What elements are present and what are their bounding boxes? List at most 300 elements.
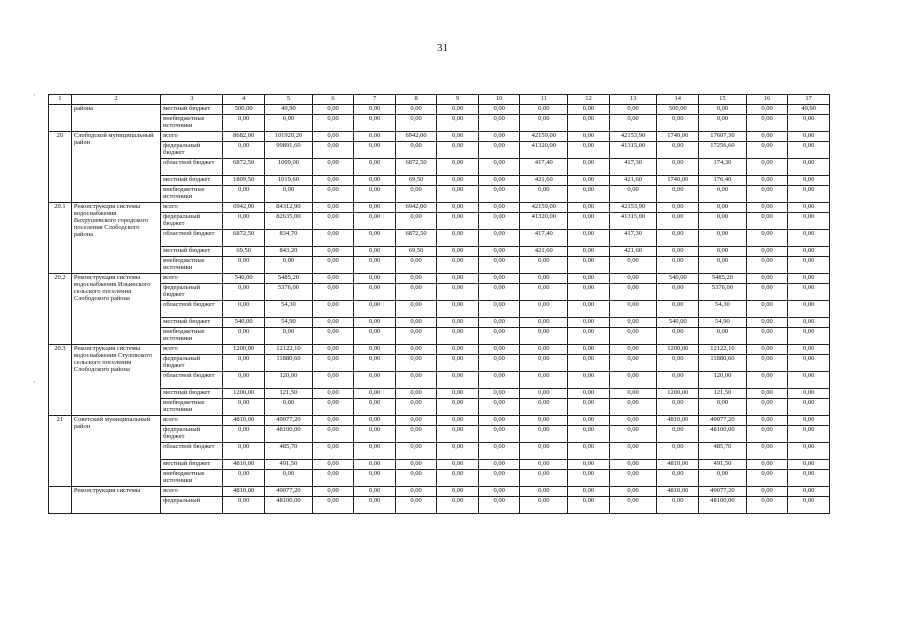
value-cell: 0,00: [312, 274, 354, 284]
value-cell: 421,60: [520, 247, 568, 257]
value-cell: 0,00: [478, 389, 520, 399]
value-cell: 0,00: [788, 345, 830, 355]
table-row: [49, 355, 830, 372]
value-cell: 0,00: [437, 460, 479, 470]
funding-source: местный бюджет: [161, 176, 223, 186]
value-cell: 0,00: [354, 274, 396, 284]
value-cell: 41320,00: [520, 142, 568, 159]
value-cell: 0,00: [478, 487, 520, 497]
value-cell: 0,00: [223, 426, 265, 443]
value-cell: 0,00: [609, 470, 657, 487]
value-cell: 0,00: [609, 372, 657, 389]
value-cell: 0,00: [657, 443, 699, 460]
value-cell: 0,00: [568, 142, 610, 159]
value-cell: 0,00: [746, 186, 788, 203]
value-cell: 500,00: [657, 105, 699, 115]
value-cell: 0,00: [699, 257, 747, 274]
table-row: [49, 159, 830, 176]
value-cell: 0,00: [746, 176, 788, 186]
value-cell: 0,00: [354, 159, 396, 176]
value-cell: 0,00: [437, 274, 479, 284]
table-row: [49, 426, 830, 443]
header-cell: 9: [437, 95, 479, 105]
value-cell: 0,00: [657, 247, 699, 257]
funding-source: всего: [161, 345, 223, 355]
value-cell: 0,00: [437, 443, 479, 460]
value-cell: 0,00: [395, 470, 437, 487]
value-cell: 0,00: [478, 426, 520, 443]
value-cell: 0,00: [354, 487, 396, 497]
value-cell: 48100,00: [699, 497, 747, 514]
table-row: [49, 203, 830, 213]
value-cell: 0,00: [354, 301, 396, 318]
header-cell: 15: [699, 95, 747, 105]
item-name: Слободской муниципальный район: [71, 132, 160, 203]
value-cell: 54,30: [265, 301, 313, 318]
value-cell: 11880,60: [699, 355, 747, 372]
value-cell: 0,00: [520, 497, 568, 514]
value-cell: 0,00: [395, 460, 437, 470]
value-cell: 0,00: [609, 345, 657, 355]
value-cell: 99891,60: [265, 142, 313, 159]
value-cell: 0,00: [568, 213, 610, 230]
value-cell: 0,00: [312, 389, 354, 399]
value-cell: 0,00: [395, 274, 437, 284]
item-number: 21: [49, 416, 72, 487]
value-cell: 0,00: [657, 203, 699, 213]
value-cell: 11880,60: [265, 355, 313, 372]
item-number: [49, 487, 72, 514]
value-cell: 485,70: [699, 443, 747, 460]
value-cell: 0,00: [354, 186, 396, 203]
funding-source: внебюджетные источники: [161, 115, 223, 132]
value-cell: 0,00: [657, 328, 699, 345]
value-cell: 69,50: [395, 247, 437, 257]
value-cell: 0,00: [312, 443, 354, 460]
header-cell: 1: [49, 95, 72, 105]
value-cell: 0,00: [788, 399, 830, 416]
value-cell: 0,00: [520, 372, 568, 389]
funding-source: федеральный бюджет: [161, 355, 223, 372]
value-cell: 0,00: [312, 345, 354, 355]
value-cell: 0,00: [478, 372, 520, 389]
value-cell: 0,00: [788, 176, 830, 186]
value-cell: 0,00: [354, 345, 396, 355]
table-row: [49, 105, 830, 115]
value-cell: 0,00: [568, 355, 610, 372]
funding-source: областной бюджет: [161, 230, 223, 247]
value-cell: 0,00: [788, 470, 830, 487]
value-cell: 0,00: [395, 345, 437, 355]
value-cell: 0,00: [568, 460, 610, 470]
value-cell: 0,00: [568, 230, 610, 247]
value-cell: 0,00: [746, 345, 788, 355]
value-cell: 0,00: [788, 247, 830, 257]
value-cell: 0,00: [520, 105, 568, 115]
value-cell: 54,90: [265, 318, 313, 328]
value-cell: 0,00: [609, 355, 657, 372]
value-cell: 0,00: [657, 426, 699, 443]
value-cell: 0,00: [223, 328, 265, 345]
value-cell: 0,00: [312, 203, 354, 213]
value-cell: 0,00: [437, 301, 479, 318]
funding-source: областной бюджет: [161, 159, 223, 176]
value-cell: 0,00: [520, 355, 568, 372]
value-cell: 0,00: [395, 426, 437, 443]
funding-source: федеральный бюджет: [161, 284, 223, 301]
value-cell: 0,00: [568, 470, 610, 487]
value-cell: 0,00: [437, 399, 479, 416]
value-cell: 48100,00: [265, 426, 313, 443]
value-cell: 0,00: [437, 230, 479, 247]
value-cell: 0,00: [657, 372, 699, 389]
funding-source: внебюджетные источники: [161, 470, 223, 487]
value-cell: 0,00: [437, 318, 479, 328]
value-cell: 0,00: [568, 328, 610, 345]
value-cell: 0,00: [568, 257, 610, 274]
value-cell: 1200,00: [657, 345, 699, 355]
value-cell: 0,00: [395, 416, 437, 426]
value-cell: 0,00: [478, 470, 520, 487]
value-cell: 0,00: [395, 142, 437, 159]
value-cell: 0,00: [609, 460, 657, 470]
value-cell: 6942,00: [223, 203, 265, 213]
value-cell: 0,00: [746, 132, 788, 142]
value-cell: 49077,20: [265, 416, 313, 426]
value-cell: 0,00: [568, 345, 610, 355]
value-cell: 0,00: [568, 105, 610, 115]
value-cell: 0,00: [354, 203, 396, 213]
table-row: [49, 470, 830, 487]
table-row: [49, 132, 830, 142]
funding-source: внебюджетные источники: [161, 186, 223, 203]
value-cell: 0,00: [520, 328, 568, 345]
value-cell: 0,00: [568, 176, 610, 186]
value-cell: 0,00: [265, 328, 313, 345]
value-cell: 0,00: [568, 186, 610, 203]
table-row: [49, 274, 830, 284]
value-cell: 0,00: [746, 203, 788, 213]
value-cell: 0,00: [312, 399, 354, 416]
value-cell: 0,00: [568, 372, 610, 389]
value-cell: 0,00: [568, 399, 610, 416]
value-cell: 0,00: [437, 213, 479, 230]
value-cell: 0,00: [568, 284, 610, 301]
value-cell: 0,00: [788, 318, 830, 328]
value-cell: 0,00: [478, 274, 520, 284]
value-cell: 0,00: [788, 274, 830, 284]
value-cell: 0,00: [699, 213, 747, 230]
value-cell: 12122,10: [699, 345, 747, 355]
value-cell: 0,00: [568, 426, 610, 443]
value-cell: 4810,00: [657, 416, 699, 426]
value-cell: 0,00: [312, 372, 354, 389]
value-cell: 0,00: [312, 301, 354, 318]
funding-source: местный бюджет: [161, 247, 223, 257]
value-cell: 0,00: [437, 105, 479, 115]
value-cell: 0,00: [657, 470, 699, 487]
value-cell: 0,00: [312, 186, 354, 203]
value-cell: 0,00: [746, 284, 788, 301]
value-cell: 0,00: [395, 318, 437, 328]
value-cell: 0,00: [478, 399, 520, 416]
value-cell: 101920,20: [265, 132, 313, 142]
header-cell: 10: [478, 95, 520, 105]
funding-source: местный бюджет: [161, 105, 223, 115]
budget-table: [48, 94, 830, 514]
table-row: [49, 399, 830, 416]
value-cell: 1740,00: [657, 132, 699, 142]
value-cell: 0,00: [609, 389, 657, 399]
value-cell: 0,00: [437, 487, 479, 497]
value-cell: 5376,00: [265, 284, 313, 301]
value-cell: 0,00: [478, 186, 520, 203]
table-row: [49, 115, 830, 132]
value-cell: 0,00: [520, 345, 568, 355]
value-cell: 0,00: [699, 247, 747, 257]
value-cell: 0,00: [746, 213, 788, 230]
header-cell: 4: [223, 95, 265, 105]
value-cell: 69,50: [223, 247, 265, 257]
value-cell: 0,00: [788, 328, 830, 345]
value-cell: 0,00: [223, 284, 265, 301]
value-cell: 417,40: [520, 230, 568, 247]
value-cell: 0,00: [478, 416, 520, 426]
value-cell: 0,00: [395, 105, 437, 115]
value-cell: 0,00: [478, 328, 520, 345]
table-row: [49, 186, 830, 203]
value-cell: 0,00: [354, 142, 396, 159]
table-row: [49, 230, 830, 247]
value-cell: 0,00: [354, 460, 396, 470]
value-cell: 0,00: [699, 399, 747, 416]
value-cell: 5485,20: [265, 274, 313, 284]
value-cell: 82635,00: [265, 213, 313, 230]
value-cell: 4810,00: [223, 460, 265, 470]
value-cell: 0,00: [657, 230, 699, 247]
value-cell: 0,00: [609, 416, 657, 426]
value-cell: 0,00: [788, 355, 830, 372]
value-cell: 0,00: [478, 142, 520, 159]
value-cell: 0,00: [699, 230, 747, 247]
value-cell: 6872,50: [223, 230, 265, 247]
value-cell: 0,00: [223, 355, 265, 372]
value-cell: 17256,60: [699, 142, 747, 159]
value-cell: 0,00: [746, 497, 788, 514]
value-cell: 0,00: [354, 416, 396, 426]
item-name: Реконструкция системы: [71, 487, 160, 514]
value-cell: 0,00: [520, 318, 568, 328]
value-cell: 0,00: [568, 115, 610, 132]
value-cell: 0,00: [437, 257, 479, 274]
value-cell: 0,00: [520, 257, 568, 274]
value-cell: 417,30: [609, 159, 657, 176]
value-cell: 120,00: [699, 372, 747, 389]
value-cell: 491,50: [699, 460, 747, 470]
value-cell: 0,00: [354, 230, 396, 247]
value-cell: 42159,00: [520, 132, 568, 142]
value-cell: 4810,00: [223, 416, 265, 426]
value-cell: 0,00: [568, 159, 610, 176]
value-cell: 0,00: [788, 257, 830, 274]
item-number: 20: [49, 132, 72, 203]
value-cell: 0,00: [746, 142, 788, 159]
value-cell: 84312,90: [265, 203, 313, 213]
value-cell: 421,60: [609, 176, 657, 186]
value-cell: 0,00: [568, 301, 610, 318]
value-cell: 0,00: [478, 257, 520, 274]
value-cell: 0,00: [223, 186, 265, 203]
value-cell: 1200,00: [223, 389, 265, 399]
value-cell: 0,00: [657, 284, 699, 301]
value-cell: 0,00: [437, 142, 479, 159]
value-cell: 0,00: [312, 416, 354, 426]
table-row: [49, 176, 830, 186]
item-name: района: [71, 105, 160, 132]
value-cell: 0,00: [568, 247, 610, 257]
value-cell: 0,00: [520, 186, 568, 203]
value-cell: 41315,00: [609, 142, 657, 159]
value-cell: 49,90: [788, 105, 830, 115]
value-cell: 0,00: [788, 460, 830, 470]
funding-source: федеральный: [161, 497, 223, 514]
item-number: 20.3: [49, 345, 72, 416]
table-row: [49, 345, 830, 355]
value-cell: 1740,00: [657, 176, 699, 186]
value-cell: 421,60: [609, 247, 657, 257]
value-cell: 0,00: [312, 460, 354, 470]
value-cell: 0,00: [354, 105, 396, 115]
value-cell: 0,00: [437, 355, 479, 372]
value-cell: 0,00: [746, 247, 788, 257]
value-cell: 0,00: [699, 186, 747, 203]
value-cell: 1009,00: [265, 159, 313, 176]
value-cell: 48100,00: [265, 497, 313, 514]
value-cell: 0,00: [609, 186, 657, 203]
value-cell: 0,00: [312, 426, 354, 443]
value-cell: 0,00: [395, 257, 437, 274]
value-cell: 0,00: [265, 399, 313, 416]
value-cell: 0,00: [788, 372, 830, 389]
table-row: [49, 460, 830, 470]
value-cell: 0,00: [437, 372, 479, 389]
value-cell: 0,00: [437, 115, 479, 132]
value-cell: 0,00: [437, 345, 479, 355]
value-cell: 42159,00: [520, 203, 568, 213]
value-cell: 121,50: [699, 389, 747, 399]
table-row: [49, 497, 830, 514]
value-cell: 42153,90: [609, 132, 657, 142]
value-cell: 49,90: [265, 105, 313, 115]
value-cell: 0,00: [478, 345, 520, 355]
funding-source: местный бюджет: [161, 389, 223, 399]
value-cell: 0,00: [746, 301, 788, 318]
value-cell: 0,00: [478, 460, 520, 470]
value-cell: 0,00: [568, 443, 610, 460]
item-number: 20.2: [49, 274, 72, 345]
value-cell: 0,00: [437, 389, 479, 399]
value-cell: 4810,00: [223, 487, 265, 497]
value-cell: 0,00: [657, 186, 699, 203]
value-cell: 0,00: [265, 115, 313, 132]
value-cell: 0,00: [437, 328, 479, 345]
item-name: Реконструкция системы водоснабжения Вахрушевского городского поселения Слободского района: [71, 203, 160, 274]
value-cell: 0,00: [223, 301, 265, 318]
value-cell: 41315,00: [609, 213, 657, 230]
value-cell: 0,00: [788, 443, 830, 460]
value-cell: 0,00: [395, 389, 437, 399]
value-cell: 0,00: [354, 426, 396, 443]
value-cell: 0,00: [746, 230, 788, 247]
value-cell: 0,00: [354, 470, 396, 487]
value-cell: 0,00: [568, 389, 610, 399]
value-cell: 0,00: [478, 115, 520, 132]
header-row: [49, 95, 830, 105]
funding-source: всего: [161, 203, 223, 213]
value-cell: 0,00: [437, 132, 479, 142]
value-cell: 0,00: [478, 247, 520, 257]
value-cell: 0,00: [746, 460, 788, 470]
value-cell: 0,00: [395, 186, 437, 203]
value-cell: 0,00: [788, 186, 830, 203]
value-cell: 0,00: [437, 470, 479, 487]
value-cell: 120,00: [265, 372, 313, 389]
value-cell: 0,00: [437, 176, 479, 186]
margin-mark: ': [34, 93, 36, 101]
item-name: Реконструкция системы водоснабжения Ильинского сельского поселения Слободского района: [71, 274, 160, 345]
margin-mark: ': [34, 380, 36, 388]
value-cell: 0,00: [354, 257, 396, 274]
value-cell: 0,00: [657, 213, 699, 230]
value-cell: 5376,00: [699, 284, 747, 301]
value-cell: 0,00: [520, 443, 568, 460]
value-cell: 417,30: [609, 230, 657, 247]
value-cell: 0,00: [437, 203, 479, 213]
value-cell: 0,00: [788, 230, 830, 247]
value-cell: 0,00: [312, 328, 354, 345]
value-cell: 0,00: [657, 115, 699, 132]
value-cell: 0,00: [657, 355, 699, 372]
funding-source: областной бюджет: [161, 372, 223, 389]
value-cell: 0,00: [312, 247, 354, 257]
value-cell: 0,00: [478, 176, 520, 186]
value-cell: 0,00: [788, 426, 830, 443]
value-cell: 0,00: [568, 274, 610, 284]
funding-source: федеральный бюджет: [161, 213, 223, 230]
value-cell: 0,00: [395, 213, 437, 230]
value-cell: 54,90: [699, 318, 747, 328]
table-row: [49, 416, 830, 426]
value-cell: 0,00: [609, 426, 657, 443]
value-cell: 0,00: [437, 247, 479, 257]
value-cell: 0,00: [312, 115, 354, 132]
value-cell: 0,00: [609, 497, 657, 514]
value-cell: 0,00: [312, 487, 354, 497]
value-cell: 0,00: [395, 355, 437, 372]
value-cell: 0,00: [657, 142, 699, 159]
value-cell: 0,00: [223, 257, 265, 274]
value-cell: 0,00: [746, 159, 788, 176]
value-cell: 0,00: [657, 159, 699, 176]
value-cell: 0,00: [354, 355, 396, 372]
value-cell: 0,00: [520, 389, 568, 399]
value-cell: 0,00: [788, 159, 830, 176]
value-cell: 49077,20: [699, 416, 747, 426]
value-cell: 0,00: [520, 301, 568, 318]
value-cell: 0,00: [478, 301, 520, 318]
value-cell: 0,00: [788, 142, 830, 159]
value-cell: 491,50: [265, 460, 313, 470]
